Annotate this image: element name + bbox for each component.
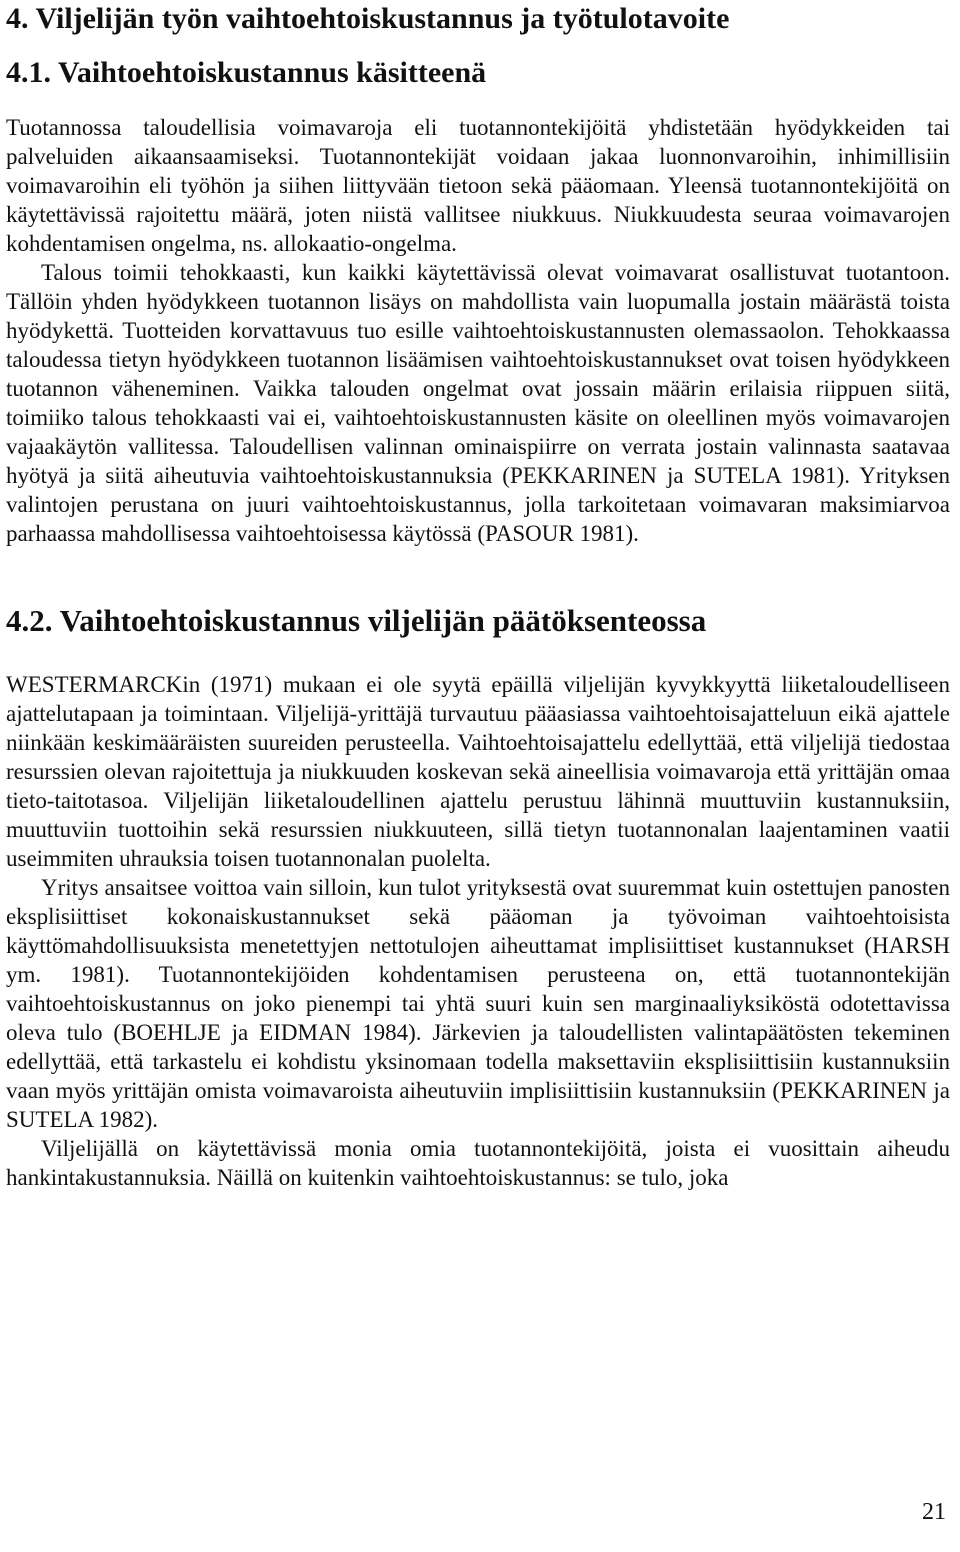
section-4-2-paragraph-1: WESTERMARCKin (1971) mukaan ei ole syytä epäillä viljelijän kyvykkyyttä liiketaloudelliseen ajattelutapaan ja toimintaan. Viljelijä-yrittäjä turvautuu pääasiassa vaihtoehtoisajatteluun eikä ajattele niinkään keskimääräisten suureiden perusteella. Vaihtoehtoisajattelu edellyttää, että viljelijä tiedostaa resurssien olevan rajoitettuja ja niukkuuden koskevan sekä aineellisia voimavaroja että yrittäjän omaa tieto-taitotasoa. Viljelijän liiketaloudellinen ajattelu perustuu lähinnä muuttuviin kustannuksiin, muuttuviin tuottoihin sekä resurssien niukkuuteen, sillä tietyn tuotannonalan laajentaminen vaatii useimmiten uhrauksia toisen tuotannonalan puolelta. — [6, 672, 950, 871]
section-heading-4-1: 4.1. Vaihtoehtoiskustannus käsitteenä — [6, 56, 487, 89]
section-4-2-paragraph-2: Yritys ansaitsee voittoa vain silloin, kun tulot yrityksestä ovat suuremmat kuin ostettujen panosten eksplisiittiset kokonaiskustannukset sekä pääoman ja työvoiman vaihtoehtoisista käyttömahdollisuuksista menetettyjen nettotulojen aiheuttamat implisiittiset kustannukset (HARSH ym. 1981). Tuotannontekijöiden kohdentamisen perusteena on, että tuotannontekijän vaihtoehtoiskustannus on joko pienempi tai yhtä suuri kuin sen marginaaliyksiköstä odotettavissa oleva tulo (BOEHLJE ja EIDMAN 1984). Järkevien ja taloudellisten valintapäätösten tekeminen edellyttää, että tarkastelu ei kohdistu yksinomaan todella maksettaviin eksplisiittisiin kustannuksiin vaan myös yrittäjän omista voimavaroista aiheutuviin implisiittisiin kustannuksiin (PEKKARINEN ja SUTELA 1982). — [6, 875, 950, 1132]
section-heading-4-2: 4.2. Vaihtoehtoiskustannus viljelijän päätöksenteossa — [6, 603, 707, 638]
section-4-2-paragraph-3: Viljelijällä on käytettävissä monia omia tuotannontekijöitä, joista ei vuosittain aiheudu hankintakustannuksia. Näillä on kuitenkin vaihtoehtoiskustannus: se tulo, joka — [6, 1136, 950, 1190]
chapter-heading: 4. Viljelijän työn vaihtoehtoiskustannus ja työtulotavoite — [6, 2, 730, 35]
section-4-1-paragraph-2: Talous toimii tehokkaasti, kun kaikki käytettävissä olevat voimavarat osallistuvat tuotantoon. Tällöin yhden hyödykkeen tuotannon lisäys on mahdollista vain luopumalla jostain määrästä toista hyödykettä. Tuotteiden korvattavuus tuo esille vaihtoehtoiskustannusten olemassaolon. Tehokkaassa taloudessa tietyn hyödykkeen tuotannon lisäämisen vaihtoehtoiskustannukset ovat toisen hyödykkeen tuotannon väheneminen. Vaikka talouden ongelmat ovat jossain määrin erilaisia riippuen siitä, toimiiko talous tehokkaasti vai ei, vaihtoehtoiskustannusten käsite on oleellinen myös voimavarojen vajaakäytön vallitessa. Taloudellisen valinnan ominaispiirre on verrata jostain valinnasta saatavaa hyötyä ja siitä aiheutuvia vaihtoehtoiskustannuksia (PEKKARINEN ja SUTELA 1981). Yrityksen valintojen perustana on juuri vaihtoehtoiskustannus, jolla tarkoitetaan voimavaran maksimiarvoa parhaassa mahdollisessa vaihtoehtoisessa käytössä (PASOUR 1981). — [6, 260, 950, 546]
document-page — [6, 0, 950, 1192]
page-number: 21 — [922, 1499, 946, 1525]
section-4-1-paragraph-1: Tuotannossa taloudellisia voimavaroja eli tuotannontekijöitä yhdistetään hyödykkeiden tai palveluiden aikaansaamiseksi. Tuotannontekijät voidaan jakaa luonnonvaroihin, inhimillisiin voimavaroihin eli työhön ja siihen liittyvään tietoon sekä pääomaan. Yleensä tuotannontekijöitä on käytettävissä rajoitettu määrä, joten niistä vallitsee niukkuus. Niukkuudesta seuraa voimavarojen kohdentamisen ongelma, ns. allokaatio-ongelma. — [6, 115, 950, 256]
